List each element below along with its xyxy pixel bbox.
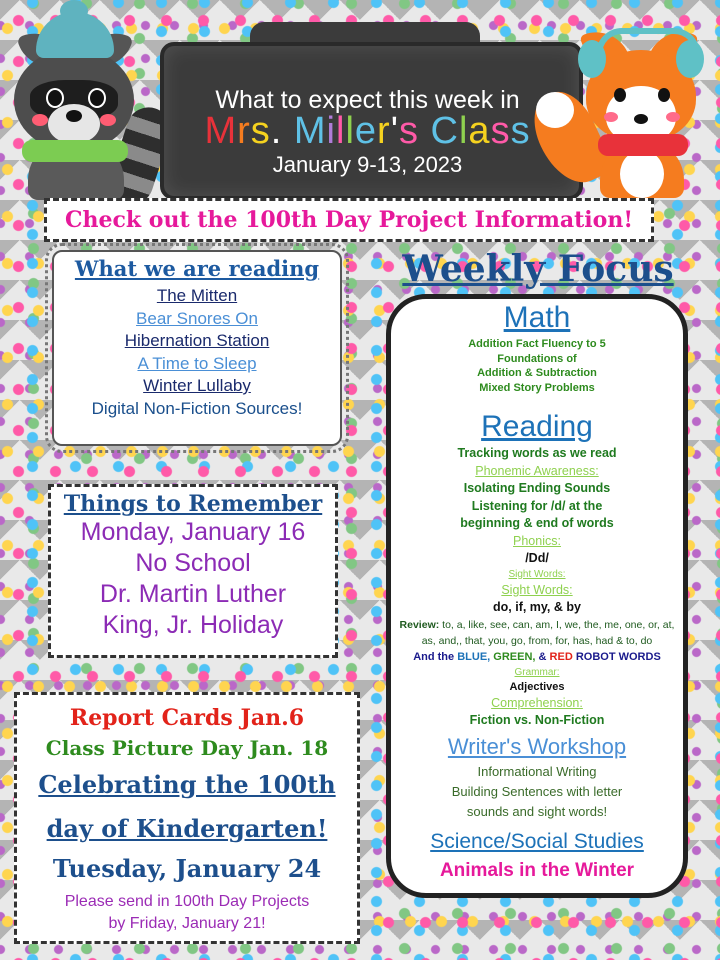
raccoon-cheek-left — [32, 114, 48, 126]
phonemic-item: Listening for /d/ at the — [471, 498, 603, 513]
robot-words — [391, 649, 683, 666]
fox-scarf — [598, 134, 688, 156]
robot-prefix: And the — [413, 650, 455, 663]
class-name-letter — [419, 110, 431, 152]
class-name-letter: e — [354, 110, 378, 152]
raccoon-nose — [66, 110, 82, 122]
week-date: January 9-13, 2023 — [272, 152, 463, 177]
science-item: Animals in the Winter — [439, 859, 635, 881]
reading-book[interactable]: Hibernation Station — [124, 331, 270, 350]
class-name-letter: M — [293, 110, 327, 152]
review-text: to, a, like, see, can, am, I, we, the, me, one, or, at, as, and,, that, you, go, from, for, has, had & to, do — [421, 618, 675, 647]
weekly-focus-title: Weekly Focus — [402, 248, 674, 290]
math-item: Mixed Story Problems — [479, 381, 595, 394]
math-item: Addition Fact Fluency to 5 — [468, 338, 606, 350]
raccoon-scarf — [22, 140, 128, 162]
comprehension-label: Comprehension: — [491, 695, 583, 710]
reading-book: Digital Non-Fiction Sources! — [91, 398, 303, 418]
remember-line: No School — [135, 549, 251, 577]
picture-day-note: Class Picture Day Jan. 18 — [45, 736, 329, 760]
class-name-letter: C — [430, 110, 459, 152]
celebration-line-1: Celebrating the 100th — [38, 770, 336, 799]
fox-tail-tip — [536, 92, 574, 128]
robot-blue: BLUE, — [457, 650, 491, 663]
raccoon-eye-left — [46, 88, 64, 108]
robot-amp: & — [538, 650, 547, 663]
project-note-line-1: Please send in 100th Day Projects — [64, 893, 310, 910]
class-name-letter: s — [398, 110, 419, 152]
class-name-letter: . — [270, 110, 283, 152]
writers-item: Building Sentences with letter — [451, 783, 623, 799]
class-name-letter: l — [458, 110, 469, 152]
grammar-item: Adjectives — [509, 680, 565, 693]
fox-cheek-right — [666, 112, 680, 122]
fox-eye-right — [658, 88, 670, 102]
class-name-letter: r — [237, 110, 251, 152]
comprehension-item: Fiction vs. Non-Fiction — [469, 713, 605, 727]
phonemic-item: Isolating Ending Sounds — [463, 481, 611, 495]
class-name-letter: ' — [390, 110, 399, 152]
project-banner — [44, 198, 654, 242]
grammar-label: Grammar: — [514, 666, 560, 678]
math-item: Addition & Subtraction — [477, 367, 597, 379]
class-name-letter: s — [250, 110, 271, 152]
celebration-line-2: day of Kindergarten! — [46, 814, 328, 843]
raccoon-eye-right — [88, 88, 106, 108]
sight-words-label: Sight Words: — [508, 568, 566, 580]
project-note-line-2: by Friday, January 21! — [108, 915, 266, 932]
reading-list — [54, 285, 340, 420]
robot-green: GREEN, — [493, 650, 536, 663]
phonics-label: Phonics: — [513, 533, 561, 548]
sight-words-label: Sight Words: — [501, 582, 573, 597]
writers-item: sounds and sight words! — [466, 803, 608, 819]
robot-suffix: ROBOT WORDS — [575, 650, 661, 663]
project-banner-text: Check out the 100th Day Project Information! — [65, 207, 633, 233]
robot-red: RED — [549, 650, 573, 663]
fox-nose — [634, 114, 648, 124]
raccoon-cheek-right — [100, 114, 116, 126]
raccoon-hat-pom — [60, 0, 88, 22]
sight-words: do, if, my, & by — [493, 600, 581, 614]
phonics-item: /Dd/ — [525, 551, 549, 565]
class-name-letter: s — [490, 110, 511, 152]
class-name-letter: i — [326, 110, 336, 152]
class-name-letter: r — [377, 110, 391, 152]
review-label: Review: — [399, 618, 440, 631]
reading-book[interactable]: The Mitten — [156, 286, 238, 305]
class-name-letter: l — [345, 110, 355, 152]
class-name-letter: l — [335, 110, 346, 152]
writers-workshop-heading: Writer's Workshop — [447, 733, 627, 759]
class-name-letter: M — [204, 110, 238, 152]
reading-book[interactable]: Winter Lullaby — [143, 376, 251, 395]
reading-book[interactable]: A Time to Sleep — [137, 353, 257, 373]
fox-cheek-left — [604, 112, 618, 122]
math-heading: Math — [503, 301, 571, 334]
fox-earmuff-right — [676, 40, 704, 78]
remember-line: King, Jr. Holiday — [102, 611, 284, 639]
remember-box — [48, 484, 338, 658]
celebration-date: Tuesday, January 24 — [52, 854, 322, 883]
remember-title: Things to Remember — [63, 491, 323, 517]
events-box — [14, 692, 360, 944]
fox-earmuff-left — [578, 40, 606, 78]
class-name-letter: s — [510, 110, 531, 152]
fox-eye-left — [614, 88, 626, 102]
reading-heading: Reading — [481, 410, 593, 443]
tracking-words: Tracking words as we read — [457, 446, 617, 460]
remember-line: Dr. Martin Luther — [99, 580, 287, 608]
class-name-letter: a — [468, 110, 491, 152]
remember-line: Monday, January 16 — [80, 518, 306, 546]
review-words — [391, 617, 683, 649]
science-heading: Science/Social Studies — [430, 829, 644, 853]
math-item: Foundations of — [497, 352, 577, 365]
reading-book[interactable]: Bear Snores On — [136, 308, 258, 328]
phonemic-label: Phonemic Awareness: — [475, 463, 599, 478]
header-intro: What to expect this week in — [215, 86, 520, 114]
report-cards-note: Report Cards Jan.6 — [69, 705, 305, 731]
phonemic-item: beginning & end of words — [460, 516, 614, 530]
class-name-letter — [282, 110, 294, 152]
reading-box — [52, 250, 342, 446]
reading-title: What we are reading — [74, 256, 320, 281]
fox-belly — [620, 150, 664, 198]
writers-item: Informational Writing — [477, 763, 597, 779]
class-name — [160, 110, 575, 153]
weekly-focus-box — [386, 294, 688, 898]
